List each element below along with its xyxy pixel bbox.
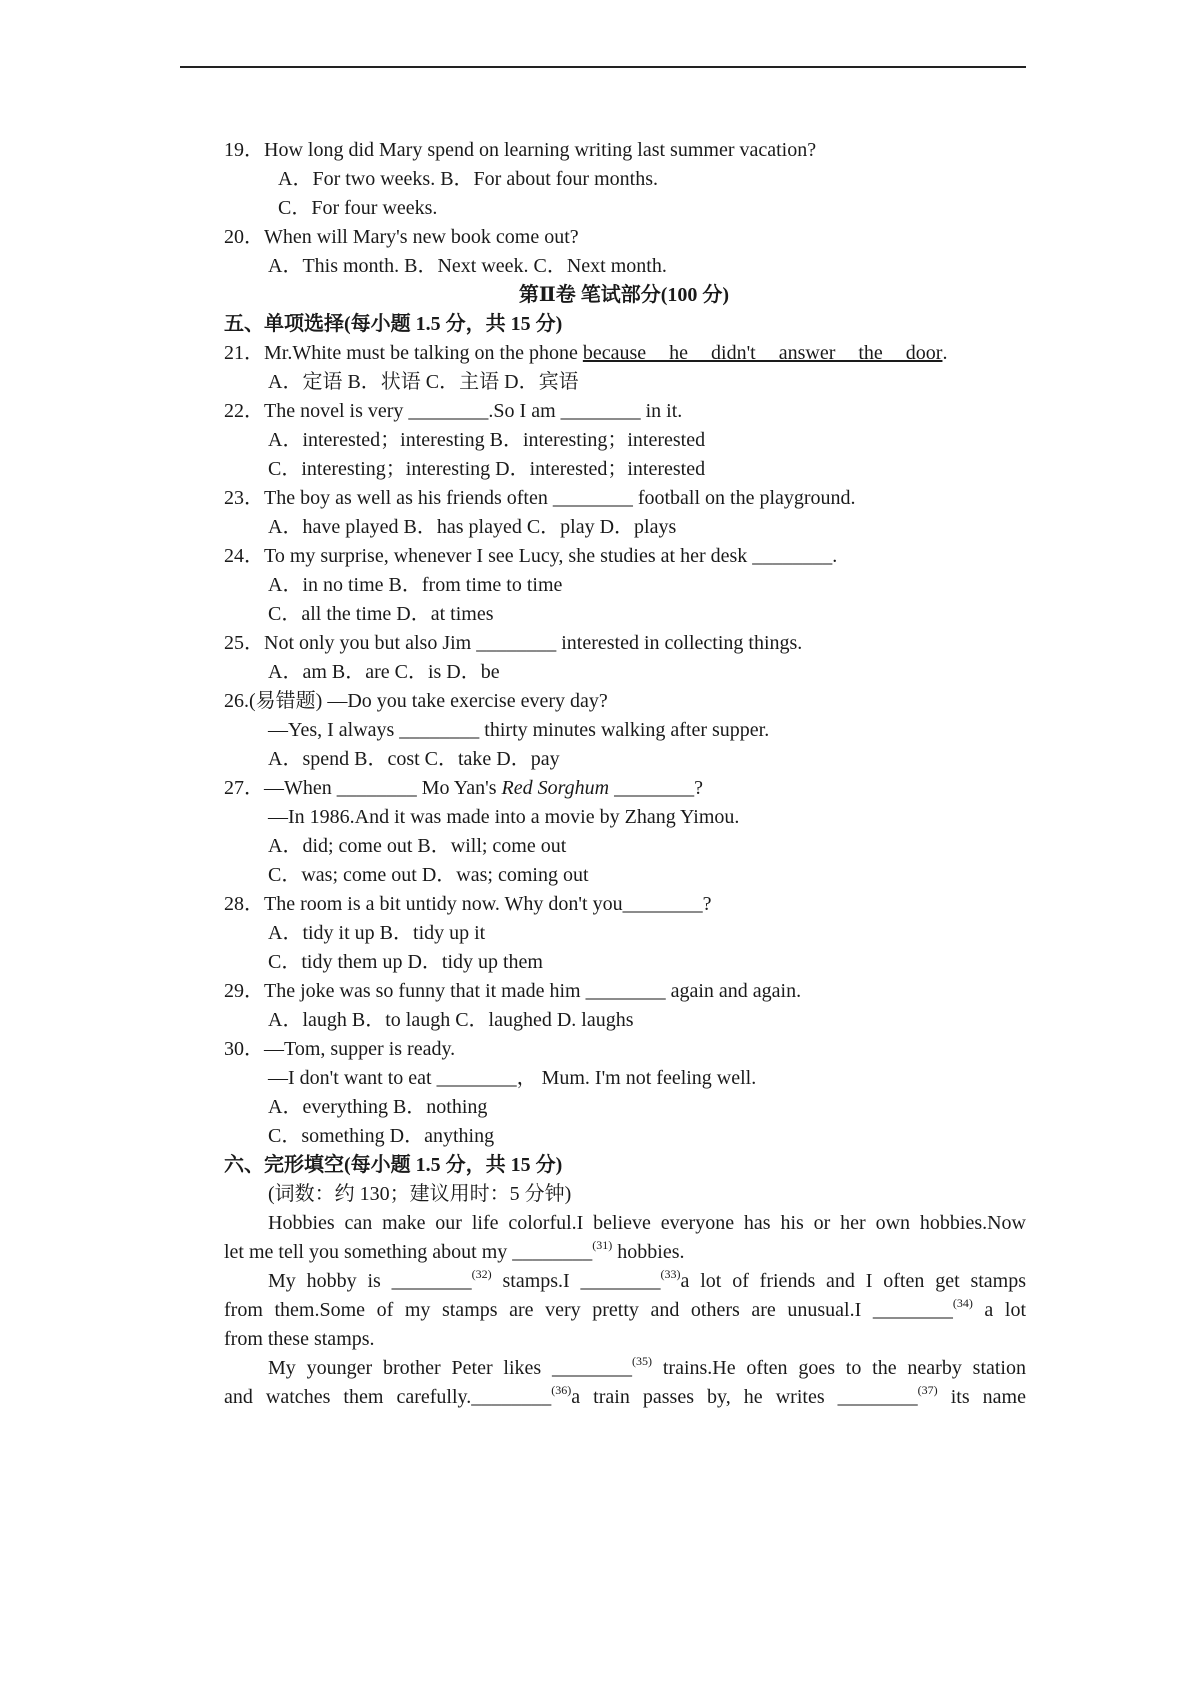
question-27-book-title: Red Sorghum xyxy=(501,777,610,799)
cloze-p3-line1 xyxy=(224,1354,1026,1382)
cloze-text: a train passes by, he writes ________ xyxy=(571,1386,918,1408)
cloze-text: My younger brother Peter likes ________ xyxy=(268,1357,633,1379)
question-23-options: A．have played B．has played C．play D．plays xyxy=(268,516,677,538)
question-21-stem-text: 21．Mr.White must be talking on the phone xyxy=(224,342,583,364)
blank-number-37: (37) xyxy=(917,1383,938,1397)
question-28-options-2: C．tidy them up D．tidy up them xyxy=(268,951,543,973)
cloze-text: trains.He often goes to the nearby station xyxy=(652,1357,1026,1379)
question-23-stem: 23．The boy as well as his friends often ________ football on the playground. xyxy=(224,487,856,509)
question-20-options: A．This month. B．Next week. C．Next month. xyxy=(268,255,667,277)
question-30-stem: 30．—Tom, supper is ready. xyxy=(224,1038,456,1060)
question-25-options: A．am B．are C．is D．be xyxy=(268,661,500,683)
question-24-options-1: A．in no time B．from time to time xyxy=(268,574,563,596)
question-29-stem: 29．The joke was so funny that it made him ________ again and again. xyxy=(224,980,802,1002)
question-22-options-2: C．interesting；interesting D．interested；interested xyxy=(268,458,706,480)
question-19-options-2: C．For four weeks. xyxy=(278,197,438,219)
blank-number-34: (34) xyxy=(952,1296,973,1310)
question-26-stem: 26.(易错题) —Do you take exercise every day? xyxy=(224,690,608,712)
blank-number-36: (36) xyxy=(551,1383,572,1397)
cloze-text: stamps.I ________ xyxy=(491,1270,661,1292)
cloze-text: from them.Some of my stamps are very pretty and others are unusual.I ________ xyxy=(224,1299,953,1321)
question-27-options-2: C．was; come out D．was; coming out xyxy=(268,864,589,886)
question-27-stem-text: 27．—When ________ Mo Yan's xyxy=(224,777,502,799)
blank-number-33: (33) xyxy=(660,1267,681,1281)
header-rule xyxy=(180,66,1026,68)
cloze-text: let me tell you something about my ________ xyxy=(224,1241,593,1263)
cloze-p3-line2 xyxy=(224,1383,1026,1411)
cloze-text: hobbies. xyxy=(612,1241,685,1263)
cloze-p2-line1 xyxy=(224,1267,1026,1295)
question-26-reply: —Yes, I always ________ thirty minutes walking after supper. xyxy=(268,719,770,741)
cloze-text: a lot of friends and I often get stamps xyxy=(680,1270,1027,1292)
section-6-note: (词数：约 130；建议用时：5 分钟) xyxy=(268,1183,572,1205)
question-27-reply: —In 1986.And it was made into a movie by Zhang Yimou. xyxy=(268,806,740,828)
cloze-text: My hobby is ________ xyxy=(268,1270,472,1292)
cloze-p2-line3: from these stamps. xyxy=(224,1328,375,1350)
question-27-stem-end: ________? xyxy=(609,777,703,799)
question-27-stem xyxy=(224,774,703,802)
blank-number-32: (32) xyxy=(471,1267,492,1281)
question-24-stem: 24．To my surprise, whenever I see Lucy, she studies at her desk ________. xyxy=(224,545,838,567)
question-19-stem: 19．How long did Mary spend on learning writing last summer vacation? xyxy=(224,139,817,161)
question-30-options-2: C．something D．anything xyxy=(268,1125,495,1147)
cloze-p2-line2 xyxy=(224,1296,1026,1324)
cloze-p1-line2 xyxy=(224,1238,1026,1266)
question-30-options-1: A．everything B．nothing xyxy=(268,1096,488,1118)
cloze-p1-line1: Hobbies can make our life colorful.I believe everyone has his or her own hobbies.Now xyxy=(268,1212,1026,1234)
question-27-options-1: A．did; come out B．will; come out xyxy=(268,835,567,857)
question-19-options-1: A．For two weeks. B．For about four months. xyxy=(278,168,658,190)
section-6-title: 六、完形填空(每小题 1.5 分，共 15 分) xyxy=(224,1154,563,1176)
question-30-reply: —I don't want to eat ________， Mum. I'm not feeling well. xyxy=(268,1067,757,1089)
question-25-stem: 25．Not only you but also Jim ________ interested in collecting things. xyxy=(224,632,803,654)
question-21-stem xyxy=(224,339,947,367)
question-22-stem: 22．The novel is very ________.So I am ________ in it. xyxy=(224,400,683,422)
question-28-stem: 28．The room is a bit untidy now. Why don't you________? xyxy=(224,893,712,915)
blank-number-31: (31) xyxy=(592,1238,613,1252)
cloze-text: its name xyxy=(937,1386,1026,1408)
cloze-text: a lot xyxy=(972,1299,1026,1321)
question-24-options-2: C．all the time D．at times xyxy=(268,603,494,625)
question-22-options-1: A．interested；interesting B．interesting；interested xyxy=(268,429,706,451)
question-29-options: A．laugh B．to laugh C．laughed D. laughs xyxy=(268,1009,634,1031)
question-21-stem-end: . xyxy=(942,342,948,364)
question-21-options: A．定语 B．状语 C．主语 D．宾语 xyxy=(268,371,579,393)
blank-number-35: (35) xyxy=(632,1354,653,1368)
question-28-options-1: A．tidy it up B．tidy up it xyxy=(268,922,486,944)
question-26-options: A．spend B．cost C．take D．pay xyxy=(268,748,560,770)
section-5-title: 五、单项选择(每小题 1.5 分，共 15 分) xyxy=(224,313,563,335)
question-21-underlined: because he didn't answer the door xyxy=(582,342,943,364)
question-20-stem: 20．When will Mary's new book come out? xyxy=(224,226,579,248)
cloze-text: and watches them carefully.________ xyxy=(224,1386,552,1408)
part2-title: 第Ⅱ卷 笔试部分(100 分) xyxy=(518,284,730,306)
